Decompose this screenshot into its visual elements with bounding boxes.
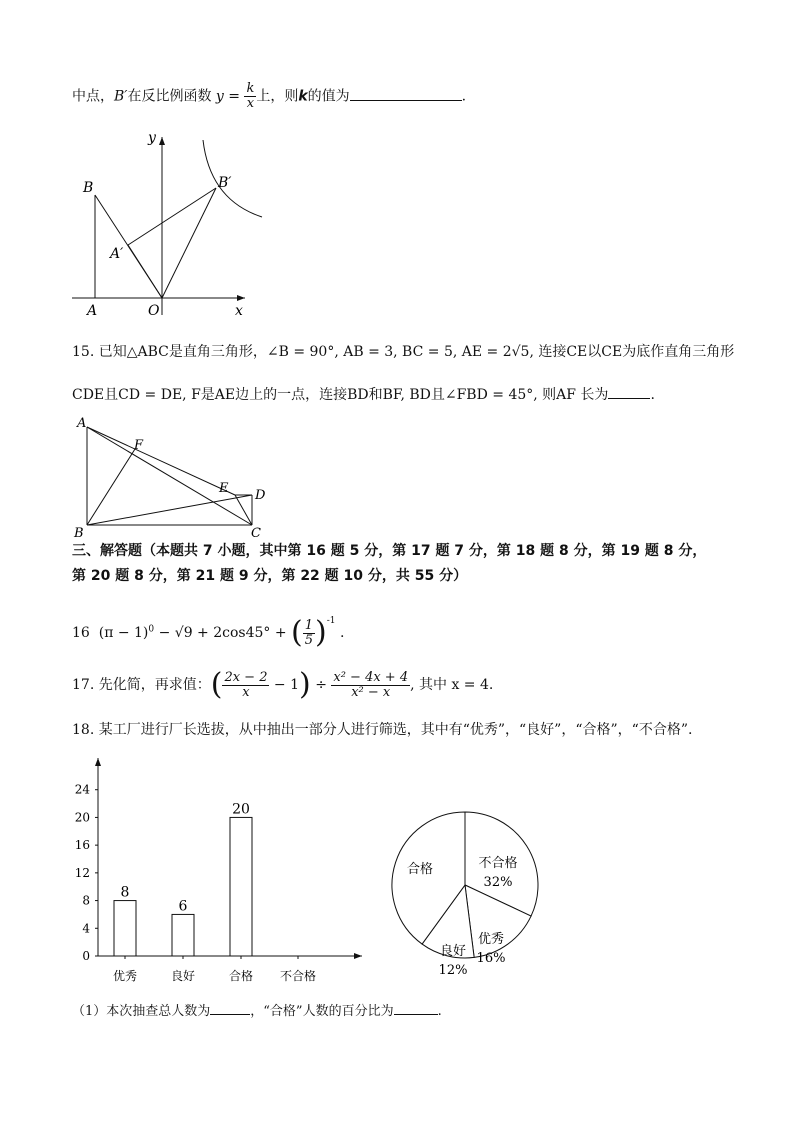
fig14-segment-bpap xyxy=(128,188,216,245)
bar-chart xyxy=(70,752,370,992)
q14-text-before: 中点， xyxy=(72,88,114,105)
q14-line xyxy=(72,82,466,111)
q17-f2-den: x² − x xyxy=(351,684,391,700)
q16-close-paren: ) xyxy=(315,615,327,650)
fig14-x-arrow xyxy=(237,295,245,301)
q15-answer-blank[interactable] xyxy=(608,384,650,399)
q17-div: ÷ xyxy=(315,677,327,693)
bar-data-label: 8 xyxy=(120,884,130,901)
fig14-segment-obp xyxy=(162,188,216,298)
pie-slice-label: 良好 xyxy=(439,944,467,959)
bar-x-arrow xyxy=(354,953,362,959)
pie-slice-percent: 12% xyxy=(438,963,468,978)
fig14-label-bprime: B′ xyxy=(218,175,232,191)
q14-text-end: 的值为 xyxy=(307,88,350,105)
q14-point: B′ xyxy=(114,88,128,105)
fig14-label-b: B xyxy=(83,180,94,196)
q15-line1 xyxy=(72,342,734,362)
q18-sub1-period: . xyxy=(437,1004,442,1019)
q17-fraction1 xyxy=(222,671,269,700)
q16-line xyxy=(72,606,345,650)
pie-slice-label: 合格 xyxy=(406,862,434,877)
fig14-y-arrow xyxy=(159,137,165,145)
q16-exp0: 0 xyxy=(148,624,155,635)
q15-text-line2: CDE且CD = DE, F是AE边上的一点，连接BD和BF, BD且∠FBD = 45°, 则AF 长为 xyxy=(72,387,609,403)
q16-frac-den: 5 xyxy=(304,632,314,648)
q16-number: 16 xyxy=(72,625,90,641)
pie-slice-label: 优秀 xyxy=(477,932,505,947)
fig14-label-aprime: A′ xyxy=(110,246,124,262)
q18-sub1-line xyxy=(72,1000,442,1022)
q16-period: . xyxy=(340,625,345,641)
section3-heading-line2 xyxy=(72,566,467,586)
q14-text-mid: 在反比例函数 xyxy=(127,88,212,105)
fig14-segment-apo xyxy=(128,245,162,298)
fig15-label-e: E xyxy=(219,481,229,496)
q16-fraction xyxy=(303,619,315,648)
pie-chart xyxy=(380,800,550,978)
q17-f2-num: x² − 4x + 4 xyxy=(333,669,409,685)
q14-answer-blank[interactable] xyxy=(350,86,462,101)
q17-f1-den: x xyxy=(242,684,250,700)
bar-data-label: 6 xyxy=(178,898,188,915)
q14-text-after: 上，则 xyxy=(256,88,299,105)
q18-sub1-text2: ，“合格”人数的百分比为 xyxy=(250,1004,394,1019)
fig15-segment-ae xyxy=(87,427,235,495)
q14-k: k xyxy=(298,88,308,105)
q17-prefix: 17. 先化简，再求值： xyxy=(72,677,211,693)
fig14-label-y: y xyxy=(148,130,156,146)
fig15-segment-bf xyxy=(87,449,135,525)
fig15-label-a: A xyxy=(77,416,87,431)
q16-open-paren: ( xyxy=(291,615,303,650)
pie-slice-percent: 16% xyxy=(476,951,506,966)
q16-frac-num: 1 xyxy=(304,617,314,633)
fig15-triangle-figure xyxy=(72,415,272,545)
fig14-label-a: A xyxy=(87,303,98,319)
bar-y-tick-label: 12 xyxy=(74,865,90,880)
q18-sub1-blank1[interactable] xyxy=(210,1000,250,1015)
q14-func-den: x xyxy=(246,96,255,111)
bar-1 xyxy=(172,914,194,956)
fig15-label-d: D xyxy=(255,488,266,503)
bar-y-tick-label: 8 xyxy=(82,893,90,908)
q16-exp-neg1: -1 xyxy=(326,616,336,626)
bar-y-tick-label: 24 xyxy=(74,782,90,797)
section3-heading-line1 xyxy=(72,541,706,561)
q15-text-line1: 15. 已知△ABC是直角三角形，∠B = 90°, AB = 3, BC = 5, AE = 2√5, 连接CE以CE为底作直角三角形 xyxy=(72,344,735,360)
bar-y-arrow xyxy=(95,758,101,766)
pie-slice-label: 不合格 xyxy=(478,856,518,871)
q14-func-fraction xyxy=(244,82,256,111)
q16-part2: − √9 + 2cos45° + xyxy=(154,625,287,641)
fig14-coordinate-figure xyxy=(70,125,270,325)
q17-open-paren: ( xyxy=(210,667,223,702)
q16-part1: (π − 1) xyxy=(98,625,149,641)
section3-text-line2: 第 20 题 8 分，第 21 题 9 分，第 22 题 10 分，共 55 分） xyxy=(72,568,468,584)
q18-sub1-blank2[interactable] xyxy=(394,1000,438,1015)
bar-y-tick-label: 16 xyxy=(74,838,90,853)
q15-period: . xyxy=(650,387,655,403)
fig14-label-o: O xyxy=(148,303,160,319)
q17-minus-one: − 1 xyxy=(269,677,300,693)
q17-close-paren: ) xyxy=(299,667,311,702)
fig15-label-f: F xyxy=(134,438,144,453)
q17-f1-num: 2x − 2 xyxy=(224,669,268,685)
bar-y-tick-label: 20 xyxy=(74,810,90,825)
bar-category-label: 不合格 xyxy=(279,969,317,983)
bar-y-tick-label: 4 xyxy=(82,921,90,936)
q18-text: 18. 某工厂进行厂长选拔，从中抽出一部分人进行筛选，其中有“优秀”，“良好”，“合格”，“不合格”. xyxy=(72,722,693,738)
fig14-hyperbola xyxy=(203,140,262,217)
q18-sub1-text1: （1）本次抽查总人数为 xyxy=(72,1004,211,1019)
q18-line xyxy=(72,720,692,740)
bar-2 xyxy=(230,817,252,956)
q15-line2 xyxy=(72,384,655,405)
fig14-label-x: x xyxy=(235,303,243,319)
bar-category-label: 合格 xyxy=(228,969,254,983)
pie-slice-percent: 32% xyxy=(483,875,513,890)
q17-fraction2 xyxy=(331,671,410,700)
bar-0 xyxy=(114,901,136,956)
fig15-label-c: C xyxy=(251,526,261,541)
q17-suffix: , 其中 x = 4. xyxy=(410,677,494,693)
fig15-label-b: B xyxy=(74,526,84,541)
bar-data-label: 20 xyxy=(232,801,250,818)
q14-func-num: k xyxy=(246,81,255,96)
q17-line xyxy=(72,668,493,702)
q14-period: . xyxy=(461,88,467,105)
bar-category-label: 良好 xyxy=(170,969,196,983)
bar-category-label: 优秀 xyxy=(112,969,138,983)
section3-text-line1: 三、解答题（本题共 7 小题，其中第 16 题 5 分，第 17 题 7 分，第 18 题 8 分，第 19 题 8 分， xyxy=(72,543,707,559)
q14-func-lhs: y = xyxy=(215,88,241,105)
bar-y-tick-label: 0 xyxy=(82,949,90,963)
